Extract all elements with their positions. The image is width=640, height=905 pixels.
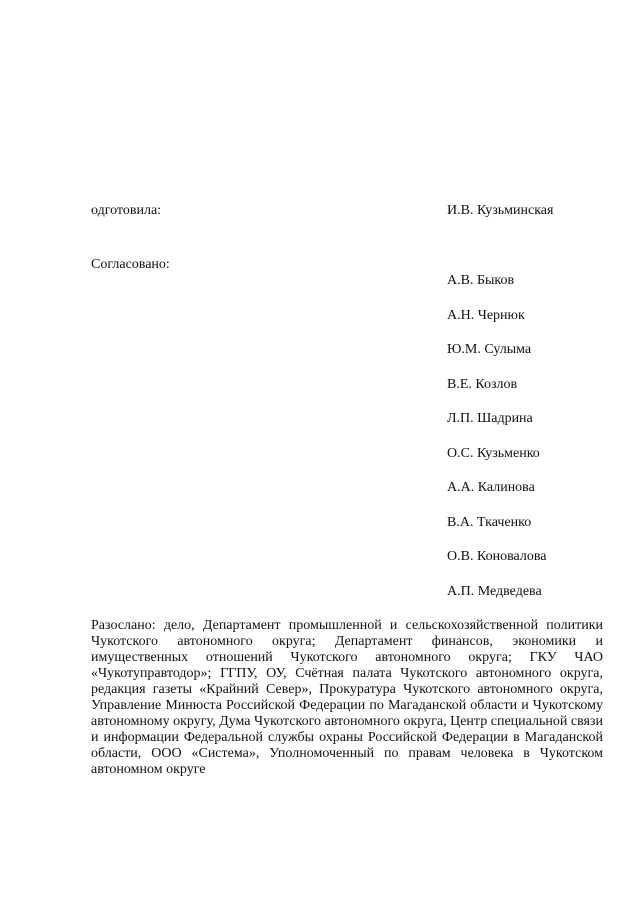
approver-name: А.П. Медведева bbox=[447, 584, 542, 599]
approver-name: О.С. Кузьменко bbox=[447, 446, 540, 461]
approver-name: В.Е. Козлов bbox=[447, 377, 518, 392]
approver-name: А.Н. Чернюк bbox=[447, 308, 525, 323]
approved-label: Согласовано: bbox=[91, 257, 170, 272]
distribution-list: Разослано: дело, Департамент промышленной и сельскохозяйственной политики Чукотского автономного округа; Департамент финансов, экономики и имущественных отношений Чукотского автономного округа; ГКУ ЧАО «Чукотуправтодор»; ГГПУ, ОУ, Счётная палата Чукотского автономного округа, редакция газеты «Крайний Север», Прокуратура Чукотского автономного округа, Управление Минюста Российской Федерации по Магаданской области и Чукотскому автономному округу, Дума Чукотского автономного округа, Центр специальной связи и информации Федеральной службы охраны Российской Федерации в Магаданской области, ООО «Система», Уполномоченный по правам человека в Чукотском автономном округе bbox=[91, 618, 603, 777]
approver-name: Л.П. Шадрина bbox=[447, 411, 533, 426]
prepared-label: одготовила: bbox=[91, 203, 162, 218]
prepared-name: И.В. Кузьминская bbox=[447, 203, 554, 218]
approver-name: А.А. Калинова bbox=[447, 480, 535, 495]
approver-name: О.В. Коновалова bbox=[447, 549, 547, 564]
approver-name: А.В. Быков bbox=[447, 273, 515, 288]
approver-name: В.А. Ткаченко bbox=[447, 515, 532, 530]
approver-name: Ю.М. Сулыма bbox=[447, 342, 532, 357]
